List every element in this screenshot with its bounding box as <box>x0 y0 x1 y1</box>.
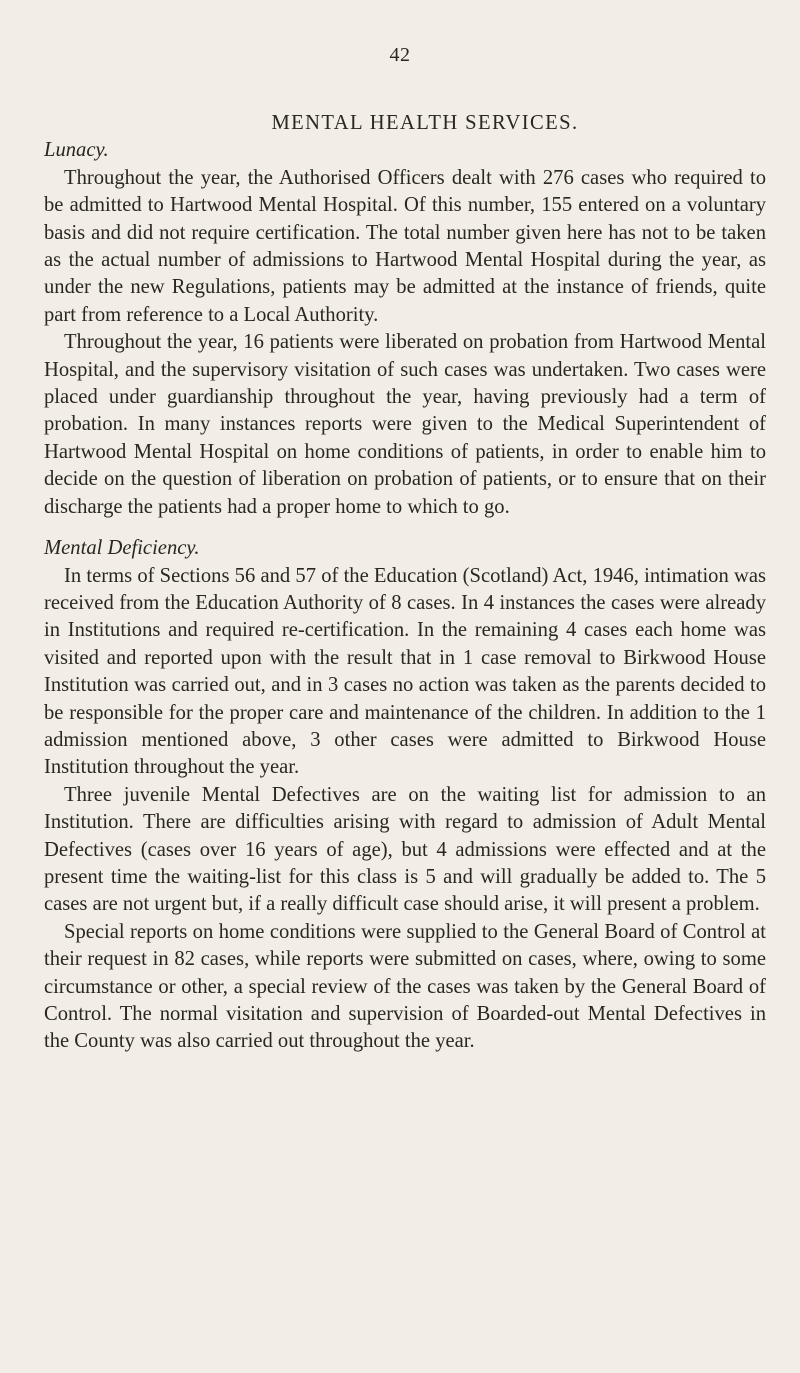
section-mental-deficiency <box>44 535 766 1056</box>
paragraph: Throughout the year, 16 patients were liberated on probation from Hartwood Mental Hospital, and the supervisory visitation of such cases was undertaken. Two cases were placed under guardianship throughout the year, having previously had a term of probation. In many instances reports were given to the Medical Superintendent of Hartwood Mental Hospital on home conditions of patients, in order to enable him to decide on the question of liberation on probation of patients, or to ensure that on their discharge the patients had a proper home to which to go. <box>44 331 766 518</box>
paragraph: Special reports on home conditions were supplied to the General Board of Control at their request in 82 cases, while reports were submitted on cases, where, owing to some circumstance or other, a special review of the cases was taken by the General Board of Control. The normal visitation and supervision of Boarded-out Mental Defectives in the County was also carried out throughout the year. <box>44 920 766 1053</box>
section-heading-mental-deficiency: Mental Deficiency. <box>44 537 200 560</box>
page-number: 42 <box>389 44 411 66</box>
section-heading-lunacy: Lunacy. <box>44 139 109 162</box>
page-title: MENTAL HEALTH SERVICES. <box>271 112 579 134</box>
paragraph: Throughout the year, the Authorised Officers dealt with 276 cases who required to be admitted to Hartwood Mental Hospital. Of this number, 155 entered on a voluntary basis and did not require certification. The total number given here has not to be taken as the actual number of admissions to Hartwood Mental Hospital during the year, as under the new Regulations, patients may be admitted at the instance of friends, quite part from reference to a Local Authority. <box>44 166 766 326</box>
section-lunacy <box>44 137 766 521</box>
paragraph: Three juvenile Mental Defectives are on the waiting list for admission to an Institution. There are difficulties arising with regard to admission of Adult Mental Defectives (cases over 16 years of age), but 4 admissions were effected and at the present time the waiting-list for this class is 5 and will gradually be added to. The 5 cases are not urgent but, if a really difficult case should arise, it will present a problem. <box>44 783 766 916</box>
page-content <box>44 110 766 1056</box>
paragraph: In terms of Sections 56 and 57 of the Education (Scotland) Act, 1946, intimation was received from the Education Authority of 8 cases. In 4 instances the cases were already in Institutions and required re-certification. In the remaining 4 cases each home was visited and reported upon with the result that in 1 case removal to Birkwood House Institution was carried out, and in 3 cases no action was taken as the parents decided to be responsible for the proper care and maintenance of the children. In addition to the 1 admission mentioned above, 3 other cases were admitted to Birkwood House Institution throughout the year. <box>44 564 766 779</box>
